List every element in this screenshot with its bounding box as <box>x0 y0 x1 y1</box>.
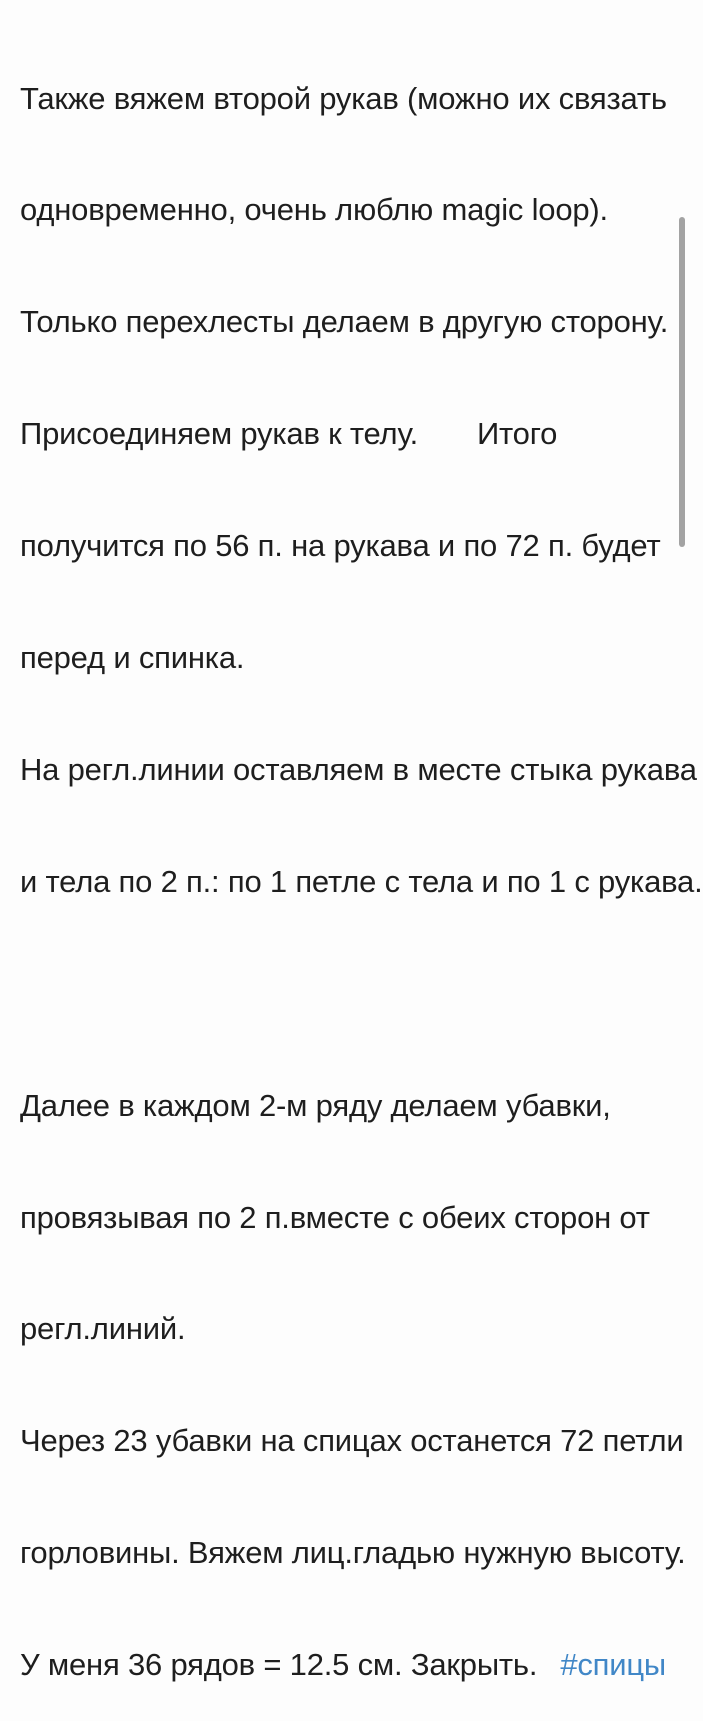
text-line: получится по 56 п. на рукава и по 72 п. будет <box>20 528 661 564</box>
blank-line <box>20 975 666 1012</box>
text-line: регл.линий. <box>20 1311 186 1347</box>
text-line: Далее в каждом 2-м ряду делаем убавки, <box>20 1087 611 1123</box>
text-line: перед и спинка. <box>20 640 245 676</box>
text-line: Через 23 убавки на спицах останется 72 петли <box>20 1423 684 1459</box>
vertical-scrollbar-thumb[interactable] <box>679 217 685 547</box>
text-line: Также вяжем второй рукав (можно их связать <box>20 80 667 116</box>
last-text-line <box>20 1646 666 1683</box>
text-line: и тела по 2 п.: по 1 петле с тела и по 1 с рукава. <box>20 863 703 899</box>
text-line: Только перехлесты делаем в другую сторону. <box>20 304 669 340</box>
text-line: одновременно, очень люблю magic loop). <box>20 192 608 228</box>
last-line-text: У меня 36 рядов = 12.5 см. Закрыть. <box>20 1647 538 1683</box>
text-line: провязывая по 2 п.вместе с обеих сторон от <box>20 1199 650 1235</box>
text-line: горловины. Вяжем лиц.гладью нужную высоту. <box>20 1535 686 1571</box>
hashtag-link[interactable]: #спицы <box>560 1647 666 1683</box>
text-line: Присоединяем рукав к телу. Итого <box>20 416 558 452</box>
text-line: На регл.линии оставляем в месте стыка рукава <box>20 751 697 787</box>
